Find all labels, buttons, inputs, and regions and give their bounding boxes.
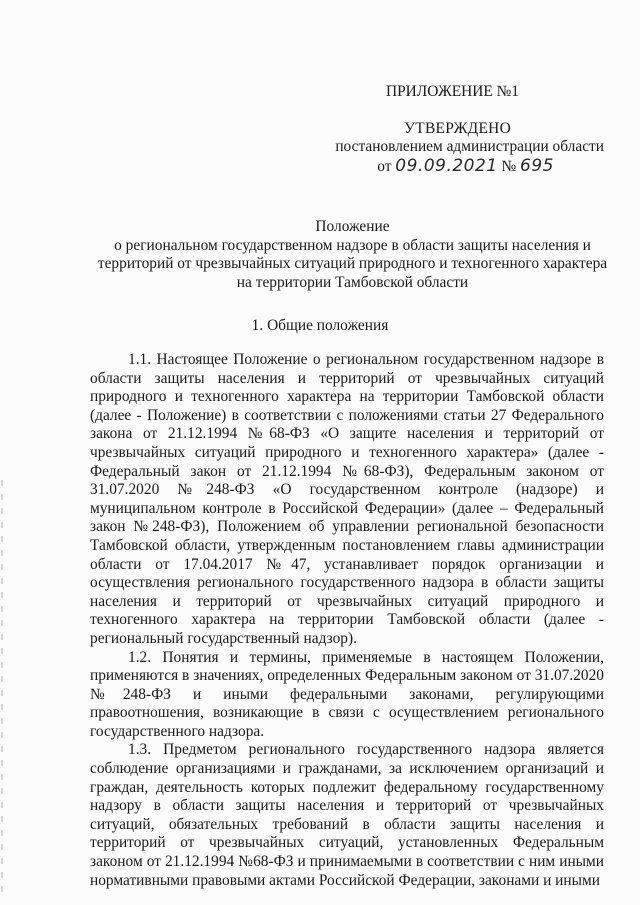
paragraph-1-1: 1.1. Настоящее Положение о региональном государственном надзоре в области защиты населения и территорий от чрезвычайных ситуаций природного и техногенного характера на территории Тамбовской области (далее - Положение) в соответствии с положениями статьи 27 Федерального закона от 21.12.1994 №68-ФЗ «О защите населения и территорий от чрезвычайных ситуаций природного и техногенного характера» (далее - Федеральный закон от 21.12.1994 №68-ФЗ), Федеральным законом от 31.07.2020 №248-ФЗ «О государственном контроле (надзоре) и муниципальном контроле в Российской Федерации» (далее – Федеральный закон №248-ФЗ), Положением об управлении региональной безопасности Тамбовской области, утвержденным постановлением главы администрации области от 17.04.2017 №47, устанавливает порядок организации и осуществления регионального государственного надзора в области защиты населения и территорий от чрезвычайных ситуаций природного и техногенного характера на территории Тамбовской области (далее - региональный государственный надзор). [90, 351, 604, 647]
approved-by-text: постановлением администрации области [335, 138, 604, 155]
decree-date-line [377, 157, 554, 177]
handwritten-date: 09.09.2021 [395, 156, 498, 176]
handwritten-number: 695 [520, 156, 554, 176]
paragraph-1-3: 1.3. Предметом регионального государственного надзора является соблюдение организациями и гражданами, за исключением организаций и граждан, деятельность которых подлежит федеральному государственному надзору в области защиты населения и территорий от чрезвычайных ситуаций, обязательных требований в области защиты населения и территорий от чрезвычайных ситуаций, установленных Федеральным законом от 21.12.1994 №68-ФЗ и принимаемыми в соответствии с ним иными нормативными правовыми актами Российской Федерации, законами и иными [90, 741, 604, 889]
scan-edge-artifact [1, 480, 3, 900]
document-body [90, 351, 604, 890]
title-line-1: Положение [315, 218, 390, 235]
number-prefix: № [501, 158, 517, 175]
title-line-3: территорий от чрезвычайных ситуаций природного и техногенного характера [97, 255, 608, 273]
approved-label: УТВЕРЖДЕНО [404, 120, 511, 137]
date-prefix: от [377, 158, 392, 175]
paragraph-1-2: 1.2. Понятия и термины, применяемые в настоящем Положении, применяются в значениях, определенных Федеральным законом от 31.07.2020 №248-ФЗ и иными федеральными законами, регулирующими правоотношения, возникающие в связи с осуществлением регионального государственного надзора. [90, 648, 604, 740]
title-line-4: на территории Тамбовской области [236, 273, 469, 291]
title-line-2: о региональном государственном надзоре в области защиты населения и [114, 236, 591, 254]
appendix-label: ПРИЛОЖЕНИЕ №1 [385, 83, 519, 100]
section-heading: 1. Общие положения [251, 317, 389, 334]
document-title [95, 218, 610, 292]
